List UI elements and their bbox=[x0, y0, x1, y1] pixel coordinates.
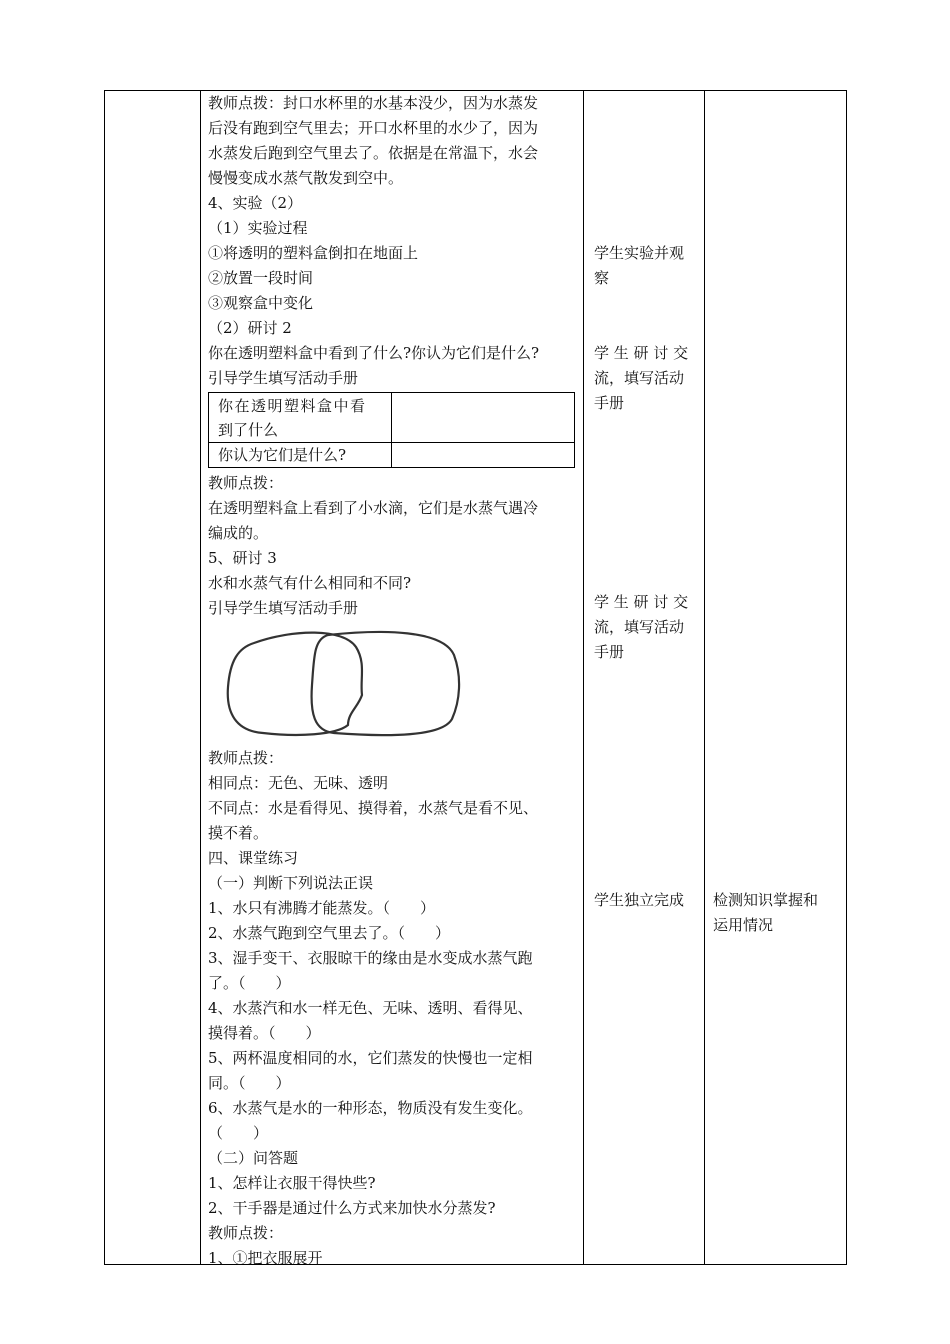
text-line: 水和水蒸气有什么相同和不同? bbox=[208, 574, 412, 592]
design-purpose-note: 检测知识掌握和 运用情况 bbox=[713, 891, 819, 934]
text-line: 水蒸发后跑到空气里去了。依据是在常温下，水会 bbox=[208, 144, 539, 162]
text-line: 2、水蒸气跑到空气里去了。（ ） bbox=[208, 924, 451, 942]
text-line: 同。（ ） bbox=[208, 1074, 291, 1092]
student-activity-independent: 学生独立完成 bbox=[594, 891, 685, 909]
text-line: 后没有跑到空气里去；开口水杯里的水少了，因为 bbox=[208, 119, 539, 137]
text-line: 教师点拨：封口水杯里的水基本没少，因为水蒸发 bbox=[208, 94, 539, 112]
text-line: ③观察盒中变化 bbox=[208, 294, 314, 312]
text-line: 1、怎样让衣服干得快些? bbox=[208, 1174, 376, 1192]
text-line: 了。（ ） bbox=[208, 974, 291, 992]
text-line: 教师点拨： bbox=[208, 474, 284, 492]
text-line: 5、两杯温度相同的水，它们蒸发的快慢也一定相 bbox=[208, 1049, 533, 1067]
text-line: ①将透明的塑料盒倒扣在地面上 bbox=[208, 244, 419, 262]
worksheet-question-1: 你在透明塑料盒中看 bbox=[218, 397, 367, 415]
text-line: 4、水蒸汽和水一样无色、无味、透明、看得见、 bbox=[208, 999, 533, 1017]
worksheet-question-2: 你认为它们是什么? bbox=[218, 446, 347, 464]
text-line: 2、干手器是通过什么方式来加快水分蒸发? bbox=[208, 1199, 496, 1217]
worksheet-question-1-cont: 到了什么 bbox=[218, 421, 279, 439]
text-line: 编成的。 bbox=[208, 524, 269, 542]
text-line: 摸不着。 bbox=[208, 824, 269, 842]
text-line: （ ） bbox=[208, 1124, 269, 1142]
text-line: 慢慢变成水蒸气散发到空中。 bbox=[208, 169, 404, 187]
text-line: 在透明塑料盒上看到了小水滴，它们是水蒸气遇冷 bbox=[208, 499, 539, 517]
text-line: 教师点拨： bbox=[208, 1224, 284, 1242]
text-line: 5、研讨 3 bbox=[208, 549, 277, 567]
text-line: 你在透明塑料盒中看到了什么?你认为它们是什么? bbox=[208, 344, 540, 362]
venn-left-oval bbox=[228, 633, 362, 735]
activity-worksheet-table bbox=[208, 392, 574, 469]
text-line: （一）判断下列说法正误 bbox=[208, 874, 374, 892]
student-activity-discussion-2: 学 生 研 讨 交 流，填写活动 手册 bbox=[594, 593, 689, 661]
text-line: 4、实验（2） bbox=[208, 194, 303, 212]
table-divider-2 bbox=[583, 90, 584, 1265]
text-line: 教师点拨： bbox=[208, 749, 284, 767]
text-line: （2）研讨 2 bbox=[208, 319, 292, 337]
text-line: （1）实验过程 bbox=[208, 219, 308, 237]
text-line: 1、水只有沸腾才能蒸发。（ ） bbox=[208, 899, 436, 917]
text-line: 1、①把衣服展开 bbox=[208, 1249, 323, 1267]
table-border-left bbox=[104, 90, 105, 1265]
table-divider-1 bbox=[200, 90, 201, 1265]
student-activity-discussion-1: 学 生 研 讨 交 流，填写活动 手册 bbox=[594, 344, 689, 412]
text-line: 引导学生填写活动手册 bbox=[208, 369, 359, 387]
text-line: 相同点：无色、无味、透明 bbox=[208, 774, 389, 792]
text-line: 6、水蒸气是水的一种形态，物质没有发生变化。 bbox=[208, 1099, 533, 1117]
text-line: （二）问答题 bbox=[208, 1149, 299, 1167]
text-line: 四、课堂练习 bbox=[208, 849, 299, 867]
venn-diagram bbox=[208, 621, 580, 746]
table-divider-3 bbox=[704, 90, 705, 1265]
student-activity-experiment: 学生实验并观 察 bbox=[594, 244, 685, 287]
text-line: ②放置一段时间 bbox=[208, 269, 314, 287]
text-line: 摸得着。（ ） bbox=[208, 1024, 321, 1042]
teaching-content bbox=[208, 91, 580, 1271]
text-line: 3、湿手变干、衣服晾干的缘由是水变成水蒸气跑 bbox=[208, 949, 533, 967]
text-line: 引导学生填写活动手册 bbox=[208, 599, 359, 617]
text-line: 不同点：水是看得见、摸得着，水蒸气是看不见、 bbox=[208, 799, 539, 817]
venn-right-oval bbox=[312, 632, 460, 735]
table-border-right bbox=[846, 90, 847, 1265]
